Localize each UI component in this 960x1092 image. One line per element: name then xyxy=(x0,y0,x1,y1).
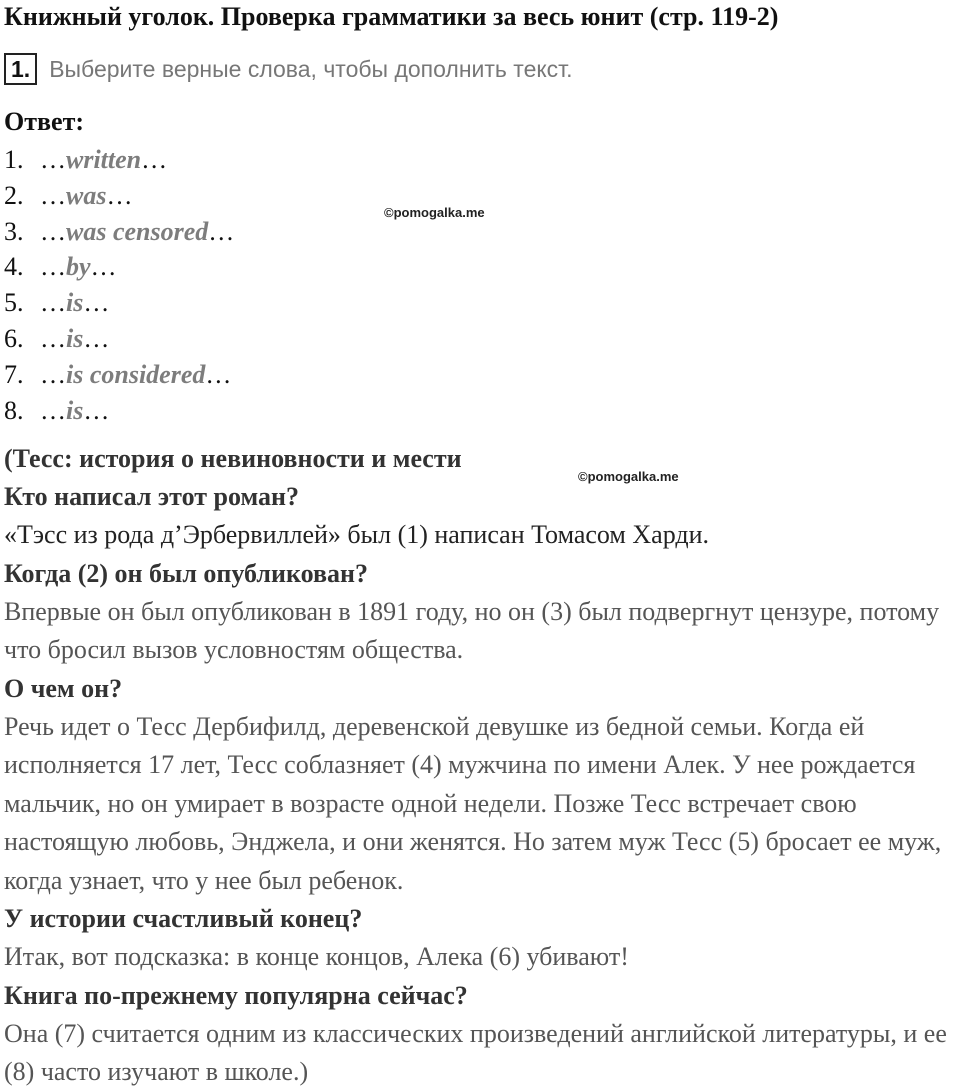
answer-number: 1. xyxy=(4,145,24,174)
answer-ellipsis-post: … xyxy=(141,145,168,174)
answer-ellipsis-pre: … xyxy=(40,252,66,282)
answer-word: by xyxy=(66,252,91,282)
answer-ellipsis-post: … xyxy=(205,359,232,389)
answer-item xyxy=(4,285,234,321)
answer-word: was censored xyxy=(66,216,209,246)
task-number: 1. xyxy=(4,53,37,85)
story-text xyxy=(4,440,960,1092)
question-5: Книга по-прежнему популярна сейчас? xyxy=(4,980,468,1010)
question-4: У истории счастливый конец? xyxy=(4,904,363,933)
answer-word: is xyxy=(66,323,84,353)
answer-label: Ответ: xyxy=(4,107,85,136)
task-instruction: Выберите верные слова, чтобы дополнить текст. xyxy=(49,55,573,82)
answer-ellipsis-post: … xyxy=(83,323,110,353)
answer-item xyxy=(4,178,234,214)
answer-ellipsis-pre: … xyxy=(40,288,66,318)
answer-ellipsis-post: … xyxy=(208,216,235,246)
answer-list xyxy=(4,142,234,428)
answer-number: 6. xyxy=(4,323,24,353)
page-title: Книжный уголок. Проверка грамматики за весь юнит (стр. 119-2) xyxy=(4,2,779,31)
answer-number: 3. xyxy=(4,216,24,246)
answer-ellipsis-post: … xyxy=(83,395,110,425)
answer-ellipsis-post: … xyxy=(83,288,110,318)
answer-number: 2. xyxy=(4,180,24,210)
answer-number: 5. xyxy=(4,288,24,318)
answer-number: 8. xyxy=(4,395,24,425)
answer-ellipsis-pre: … xyxy=(40,180,66,210)
answer-number: 7. xyxy=(4,359,24,389)
answer-item xyxy=(4,249,234,285)
answer-word: is xyxy=(66,395,84,425)
answer-item xyxy=(4,142,234,178)
answer-paragraph-1: «Тэсс из рода д’Эрбервиллей» был (1) написан Томасом Харди. xyxy=(4,520,709,549)
answer-item xyxy=(4,393,234,429)
answer-paragraph-3: Речь идет о Тесс Дербифилд, деревенской девушке из бедной семьи. Когда ей исполняется 17 лет, Тесс соблазняет (4) мужчина по имени Алек. У нее рождается мальчик, но он умирает в возрасте одной недели. Позже Тесс встречает свою настоящую любовь, Энджела, и они женятся. Но затем муж Тесс (5) бросает ее муж, когда узнает, что у нее был ребенок. xyxy=(4,711,942,895)
answer-item xyxy=(4,357,234,393)
answer-word: written xyxy=(66,145,142,174)
question-2: Когда (2) он был опубликован? xyxy=(4,558,368,588)
answer-paragraph-5: Она (7) считается одним из классических произведений английской литературы, и ее (8) часто изучают в школе.) xyxy=(4,1018,947,1086)
answer-number: 4. xyxy=(4,252,24,282)
answer-paragraph-2: Впервые он был опубликован в 1891 году, но он (3) был подвергнут цензуре, потому что бросил вызов условностям общества. xyxy=(4,596,940,664)
answer-ellipsis-pre: … xyxy=(40,359,66,389)
story-heading: (Тесс: история о невиновности и мести xyxy=(4,444,462,473)
answer-item xyxy=(4,321,234,357)
answer-item xyxy=(4,214,234,250)
answer-ellipsis-pre: … xyxy=(40,323,66,353)
answer-word: is xyxy=(66,288,84,318)
watermark: ©pomogalka.me xyxy=(384,205,485,220)
answer-ellipsis-pre: … xyxy=(40,145,66,174)
answer-ellipsis-pre: … xyxy=(40,395,66,425)
answer-ellipsis-post: … xyxy=(90,252,117,282)
answer-paragraph-4: Итак, вот подсказка: в конце концов, Алека (6) убивают! xyxy=(4,942,629,971)
answer-word: was xyxy=(66,180,107,210)
task xyxy=(4,52,573,86)
answer-ellipsis-post: … xyxy=(106,180,133,210)
watermark: ©pomogalka.me xyxy=(578,469,679,484)
answer-ellipsis-pre: … xyxy=(40,216,66,246)
answer-word: is considered xyxy=(66,359,206,389)
question-3: О чем он? xyxy=(4,673,123,703)
question-1: Кто написал этот роман? xyxy=(4,482,299,511)
